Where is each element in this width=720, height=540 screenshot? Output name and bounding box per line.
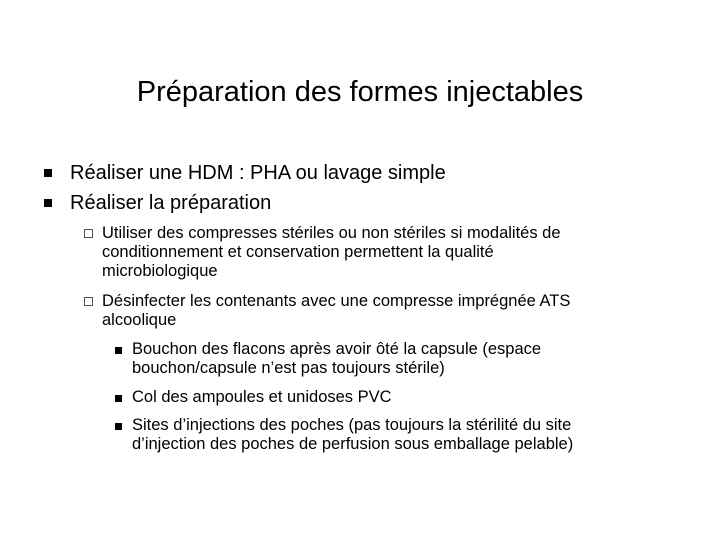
sub-sub-bullet-col-ampoules: Col des ampoules et unidoses PVC [132, 388, 392, 406]
sub-bullet-compresses-line-2: conditionnement et conservation permettent la qualité [102, 243, 494, 261]
sub-bullet-compresses-line-1: Utiliser des compresses stériles ou non stériles si modalités de [102, 224, 561, 242]
sub-sub-bullet-sites-line-1: Sites d’injections des poches (pas toujours la stérilité du site [132, 416, 572, 434]
sub-sub-bullet-bouchon-line-2: bouchon/capsule n’est pas toujours stérile) [132, 359, 445, 377]
sub-sub-bullet-bouchon-line-1: Bouchon des flacons après avoir ôté la capsule (espace [132, 340, 542, 358]
square-bullet-icon [44, 169, 52, 177]
sub-bullet-desinfecter-line-2: alcoolique [102, 311, 177, 329]
square-bullet-icon [115, 347, 122, 354]
bullet-preparation: Réaliser la préparation [70, 192, 272, 214]
checkbox-bullet-icon [84, 297, 93, 306]
square-bullet-icon [115, 395, 122, 402]
square-bullet-icon [115, 423, 122, 430]
sub-bullet-desinfecter-line-1: Désinfecter les contenants avec une compresse imprégnée ATS [102, 292, 571, 310]
sub-bullet-compresses-line-3: microbiologique [102, 262, 218, 280]
bullet-hdm: Réaliser une HDM : PHA ou lavage simple [70, 162, 446, 184]
sub-sub-bullet-sites-line-2: d’injection des poches de perfusion sous emballage pelable) [132, 435, 574, 453]
square-bullet-icon [44, 199, 52, 207]
checkbox-bullet-icon [84, 229, 93, 238]
slide-title: Préparation des formes injectables [136, 76, 584, 108]
